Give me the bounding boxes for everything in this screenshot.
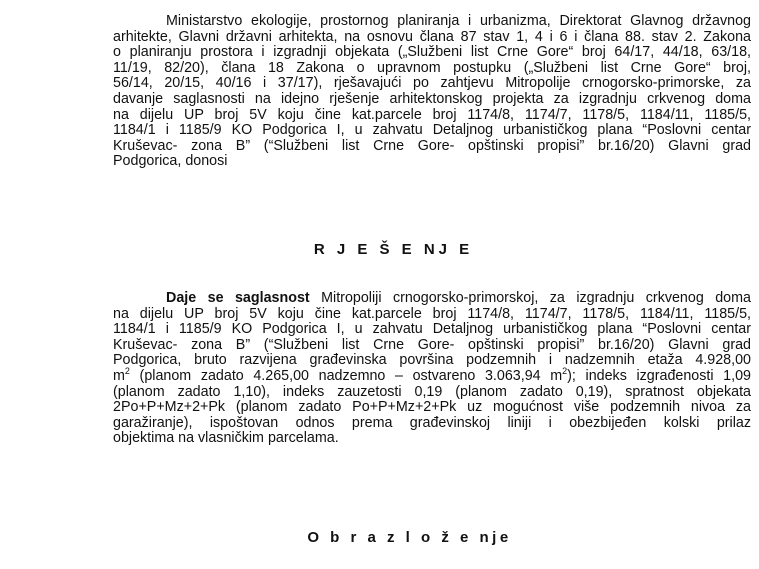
decision-line: Podgorica, bruto razvijena građevinska površina podzemnih i nadzemnih etaža 4.928,00: [113, 352, 751, 369]
intro-line: Podgorica, donosi: [113, 153, 228, 170]
decision-line: [113, 366, 751, 385]
decision-line: (planom zadato 1,10), indeks zauzetosti 0,19 (planom zadato 0,19), spratnost objekata: [113, 383, 751, 400]
intro-line: arhitekte, Glavni državni arhitekta, na osnovu člana 87 stav 1, 4 i 6 i člana 88. stav 2. Zakona: [113, 28, 751, 45]
decision-lead: Daje se saglasnost: [166, 290, 310, 306]
decision-paragraph: [113, 291, 751, 447]
intro-line: 1184/1 i 1185/9 KO Podgorica I, u zahvatu Detaljnog urbanističkog plana “Poslovni centar: [113, 122, 751, 139]
unit-sup: 2: [562, 366, 568, 377]
intro-line: davanje saglasnosti na idejno rješenje arhitektonskog projekta za izgradnju crkvenog doma: [113, 90, 751, 107]
decision-line: objektima na vlasničkim parcelama.: [113, 430, 339, 447]
intro-line: Ministarstvo ekologije, prostornog planiranja i urbanizma, Direktorat Glavnog državnog: [166, 13, 751, 29]
decision-first-line-rest: Mitropoliji crnogorsko-primorskoj, za izgradnju crkvenog doma: [309, 290, 751, 306]
intro-line: na dijelu UP broj 5V koju čine kat.parcele broj 1174/8, 1174/7, 1178/5, 1184/11, 1185/5,: [113, 106, 751, 123]
unit-m: m: [113, 367, 125, 384]
decision-line: na dijelu UP broj 5V koju čine kat.parcele broj 1174/8, 1174/7, 1178/5, 1184/11, 1185/5,: [113, 305, 751, 322]
decision-line: Kruševac- zona B” (“Službeni list Crne Gore- opštinski propisi” br.16/20) Glavni grad: [113, 336, 751, 353]
decision-line: [113, 291, 751, 307]
intro-line: Kruševac- zona B” (“Službeni list Crne Gore- opštinski propisi” br.16/20) Glavni grad: [113, 137, 751, 154]
decision-line: 2Po+P+Mz+2+Pk (planom zadato Po+P+Mz+2+Pk uz mogućnost više podzemnih nivoa za: [113, 399, 751, 416]
decision-line: 1184/1 i 1185/9 KO Podgorica I, u zahvatu Detaljnog urbanističkog plana “Poslovni centar: [113, 321, 751, 338]
decision-area-text: (planom zadato 4.265,00 nadzemno – ostvareno 3.063,94 m: [129, 367, 563, 384]
decision-index-text: ); indeks izgrađenosti 1,09: [567, 367, 751, 384]
intro-paragraph: [113, 14, 751, 170]
decision-heading: R J E Š E NJ E: [313, 241, 474, 258]
intro-line: 11/19, 82/20), člana 18 Zakona o upravnom postupku („Službeni list Crne Gore“ broj,: [113, 59, 751, 76]
decision-line: garažiranje), ispoštovan odnos prema građevinskoj liniji i obezbijeđen kolski prilaz: [113, 414, 751, 431]
explanation-heading: O b r a z l o ž e nje: [307, 529, 512, 546]
unit-sup: 2: [124, 366, 130, 377]
intro-line: 56/14, 20/15, 40/16 i 37/17), rješavajući po zahtjevu Mitropolije crnogorsko-primorske, za: [113, 75, 751, 92]
intro-line: o planiranju prostora i izgradnji objekata („Službeni list Crne Gore“ broj 64/17, 44/18, 63/18,: [113, 44, 751, 61]
